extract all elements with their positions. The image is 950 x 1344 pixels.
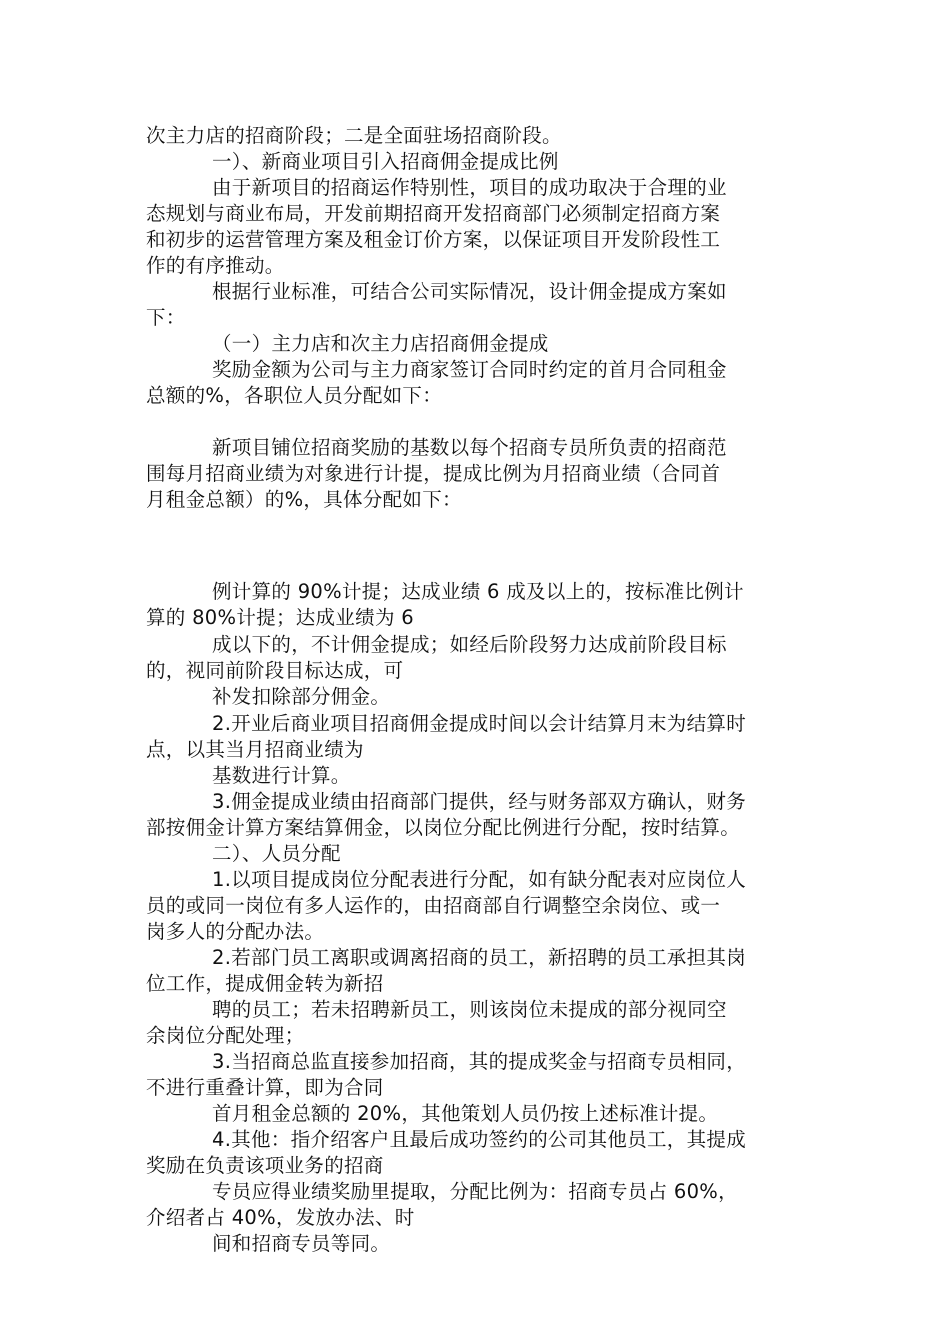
text-line: 下： [146,306,186,329]
text-line: 围每月招商业绩为对象进行计提，提成比例为月招商业绩（合同首 [146,462,721,485]
text-line: 基数进行计算。 [212,764,351,787]
text-line: 态规划与商业布局，开发前期招商开发招商部门必须制定招商方案 [146,202,721,225]
text-line: 专员应得业绩奖励里提取，分配比例为：招商专员占 60%， [212,1180,738,1203]
text-line: 由于新项目的招商运作特别性，项目的成功取决于合理的业 [212,176,727,199]
text-line: 3.当招商总监直接参加招商，其的提成奖金与招商专员相同， [212,1050,747,1073]
text-line: 间和招商专员等同。 [212,1232,391,1255]
text-line: 首月租金总额的 20%，其他策划人员仍按上述标准计提。 [212,1102,719,1125]
section-heading: （一）主力店和次主力店招商佣金提成 [212,332,549,355]
text-line: 次主力店的招商阶段；二是全面驻场招商阶段。 [146,124,562,147]
text-line: 岗多人的分配办法。 [146,920,325,943]
text-line: 聘的员工；若未招聘新员工，则该岗位未提成的部分视同空 [212,998,727,1021]
text-line: 算的 80%计提；达成业绩为 6 [146,606,414,629]
text-line: 介绍者占 40%，发放办法、时 [146,1206,415,1229]
text-line: 月租金总额）的%，具体分配如下： [146,488,462,511]
text-line: 点，以其当月招商业绩为 [146,738,364,761]
section-heading: 二）、人员分配 [212,842,341,865]
text-line: 位工作，提成佣金转为新招 [146,972,384,995]
text-line: 2.开业后商业项目招商佣金提成时间以会计结算月末为结算时 [212,712,747,735]
text-line: 的，视同前阶段目标达成，可 [146,659,404,682]
text-line: 奖励在负责该项业务的招商 [146,1154,384,1177]
text-line: 根据行业标准，可结合公司实际情况，设计佣金提成方案如 [212,280,727,303]
text-line: 总额的%，各职位人员分配如下： [146,384,443,407]
text-line: 新项目铺位招商奖励的基数以每个招商专员所负责的招商范 [212,436,727,459]
text-line: 不进行重叠计算，即为合同 [146,1076,384,1099]
text-line: 4.其他：指介绍客户且最后成功签约的公司其他员工，其提成 [212,1128,747,1151]
text-line: 奖励金额为公司与主力商家签订合同时约定的首月合同租金 [212,358,727,381]
text-line: 1.以项目提成岗位分配表进行分配，如有缺分配表对应岗位人 [212,868,747,891]
text-line: 作的有序推动。 [146,254,285,277]
section-heading: 一）、新商业项目引入招商佣金提成比例 [212,150,559,173]
text-line: 3.佣金提成业绩由招商部门提供，经与财务部双方确认，财务 [212,790,747,813]
text-line: 员的或同一岗位有多人运作的，由招商部自行调整空余岗位、或一 [146,894,721,917]
text-line: 和初步的运营管理方案及租金订价方案，以保证项目开发阶段性工 [146,228,721,251]
text-line: 成以下的，不计佣金提成；如经后阶段努力达成前阶段目标 [212,633,727,656]
text-line: 补发扣除部分佣金。 [212,685,391,708]
text-line: 余岗位分配处理； [146,1024,305,1047]
text-line: 部按佣金计算方案结算佣金，以岗位分配比例进行分配，按时结算。 [146,816,741,839]
text-line: 2.若部门员工离职或调离招商的员工，新招聘的员工承担其岗 [212,946,747,969]
text-line: 例计算的 90%计提；达成业绩 6 成及以上的，按标准比例计 [212,580,744,603]
